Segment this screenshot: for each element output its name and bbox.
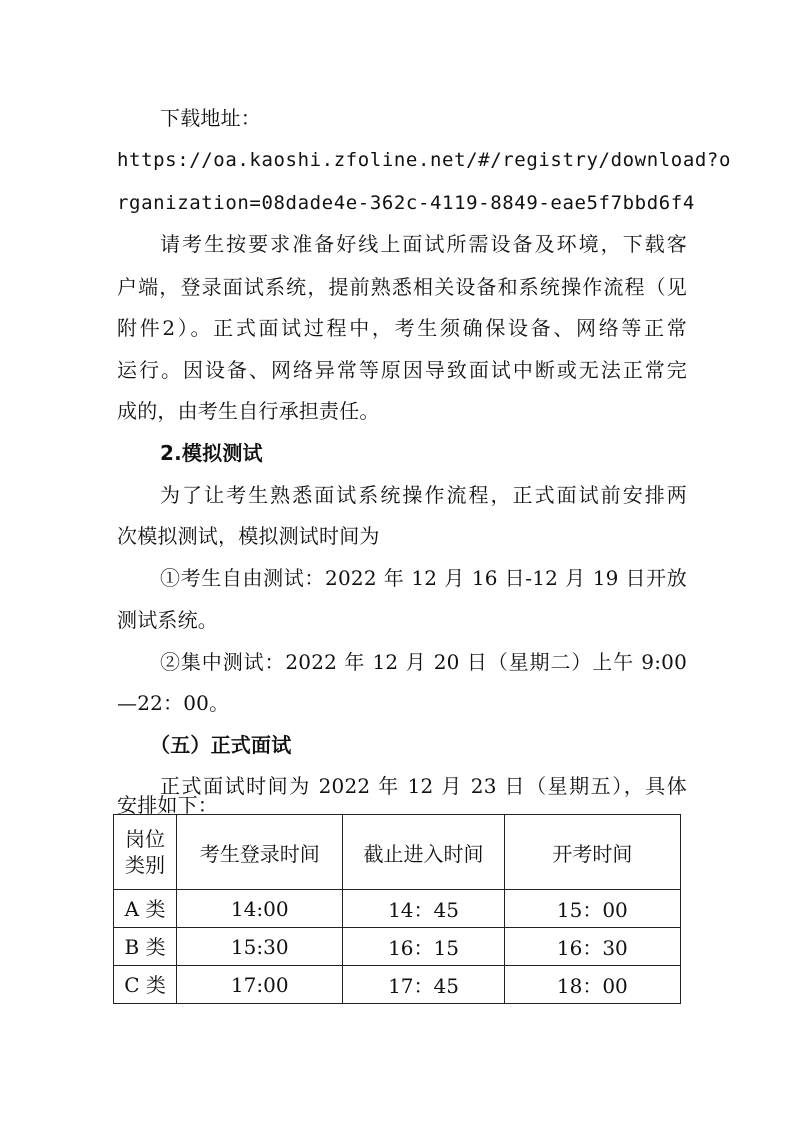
row-start-time: 16：30	[504, 928, 680, 966]
table-header-row	[114, 815, 681, 890]
row-category: A 类	[114, 890, 177, 928]
row-start-time: 15：00	[504, 890, 680, 928]
row-cutoff-time: 14：45	[343, 890, 504, 928]
download-url-line-1[interactable]: https://oa.kaoshi.zfoline.net/#/registry/download?o	[117, 149, 731, 171]
formal-interview-heading: （五）正式面试	[150, 733, 292, 757]
schedule-table	[113, 814, 681, 1004]
table-row	[114, 928, 681, 966]
header-category	[114, 815, 177, 890]
requirement-line-3: 附件2）。正式面试过程中，考生须确保设备、网络等正常	[117, 316, 687, 340]
row-start-time: 18：00	[504, 966, 680, 1004]
row-login-time: 17:00	[177, 966, 343, 1004]
row-cutoff-time: 16：15	[343, 928, 504, 966]
table-row	[114, 890, 681, 928]
requirement-line-4: 运行。因设备、网络异常等原因导致面试中断或无法正常完	[117, 358, 687, 382]
header-cutoff-time: 截止进入时间	[343, 815, 504, 890]
row-category: B 类	[114, 928, 177, 966]
requirement-line-1: 请考生按要求准备好线上面试所需设备及环境，下载客	[160, 232, 687, 256]
requirement-line-2: 户端，登录面试系统，提前熟悉相关设备和系统操作流程（见	[117, 275, 687, 299]
free-test-line-1: ①考生自由测试：2022 年 12 月 16 日-12 月 19 日开放	[160, 566, 687, 590]
central-test-line-2: —22：00。	[117, 691, 230, 715]
header-login-time: 考生登录时间	[177, 815, 343, 890]
mock-test-line-2: 次模拟测试，模拟测试时间为	[117, 524, 380, 548]
row-login-time: 15:30	[177, 928, 343, 966]
download-label: 下载地址：	[160, 106, 261, 130]
formal-interview-line-1: 正式面试时间为 2022 年 12 月 23 日（星期五），具体	[160, 774, 687, 798]
header-start-time: 开考时间	[504, 815, 680, 890]
free-test-line-2: 测试系统。	[117, 608, 218, 632]
central-test-line-1: ②集中测试：2022 年 12 月 20 日（星期二）上午 9:00	[160, 650, 687, 674]
requirement-line-5: 成的，由考生自行承担责任。	[117, 399, 380, 423]
row-login-time: 14:00	[177, 890, 343, 928]
formal-interview-line-2: 安排如下：	[117, 793, 218, 817]
row-cutoff-time: 17：45	[343, 966, 504, 1004]
download-url-line-2[interactable]: rganization=08dade4e-362c-4119-8849-eae5f7bbd6f4	[117, 192, 695, 214]
mock-test-heading: 2.模拟测试	[160, 441, 263, 465]
header-category-line-1: 岗位	[125, 827, 166, 851]
table-row	[114, 966, 681, 1004]
row-category: C 类	[114, 966, 177, 1004]
header-category-line-2: 类别	[125, 853, 166, 877]
mock-test-line-1: 为了让考生熟悉面试系统操作流程，正式面试前安排两	[160, 483, 687, 507]
